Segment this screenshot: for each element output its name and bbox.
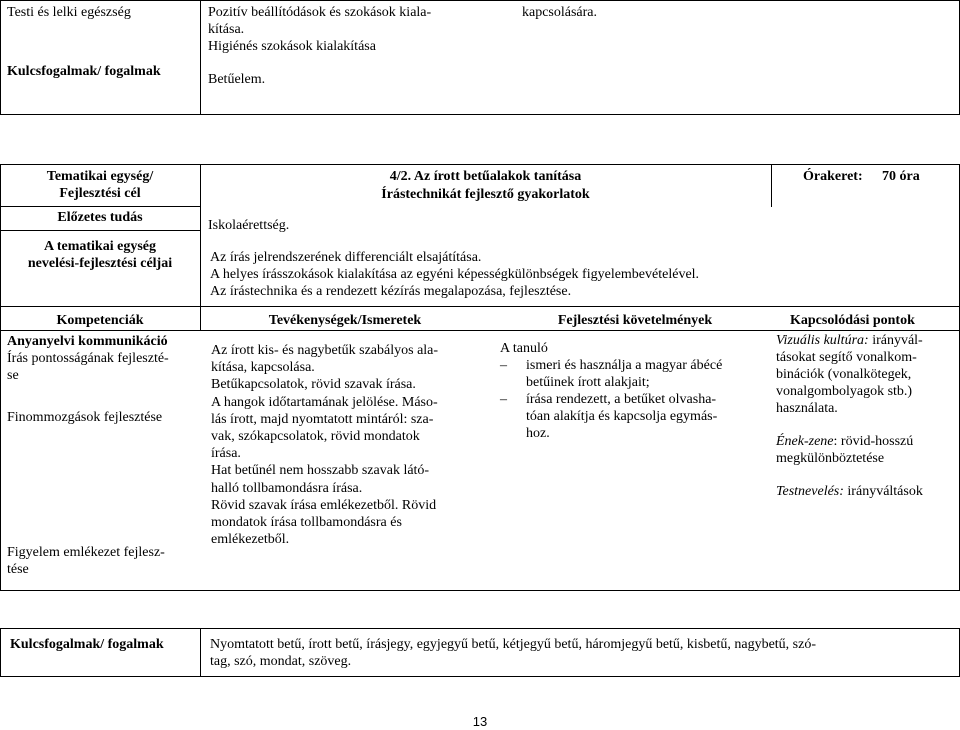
unit-title: 4/2. Az írott betűalakok tanítása	[389, 169, 582, 184]
key-concepts-label-top: Kulcsfogalmak/ fogalmak	[7, 64, 161, 79]
requirement-item: – ismeri és használja a magyar ábécé betűinek írott alakjait;	[500, 357, 722, 391]
header-requirements: Fejlesztési követelmények	[557, 313, 713, 328]
competency-title: Anyanyelvi kommunikáció	[7, 334, 168, 349]
hours-label: Órakeret:	[803, 169, 863, 184]
prereq-label: Előzetes tudás	[57, 210, 143, 225]
link-pe: Testnevelés: irányváltások	[776, 484, 923, 499]
unit-subtitle: Írástechnikát fejlesztő gyakorlatok	[381, 187, 590, 202]
competency-attention-memory: Figyelem emlékezet fejlesz- tése	[7, 545, 165, 577]
key-concepts-value: Nyomtatott betű, írott betű, írásjegy, egyjegyű betű, kétjegyű betű, háromjegyű betű, kisbetű, nagybetű, szó- tag, szó, mondat, szöveg.	[210, 637, 817, 669]
header-links: Kapcsolódási pontok	[790, 313, 915, 328]
health-topic: Testi és lelki egészség	[7, 5, 131, 20]
prereq-value: Iskolaérettség.	[208, 218, 290, 233]
unit-label: Tematikai egység/ Fejlesztési cél	[46, 169, 154, 201]
connection-text: kapcsolására.	[522, 5, 598, 20]
requirements-intro: A tanuló	[500, 341, 548, 356]
competency-fine-motor: Finommozgások fejlesztése	[7, 410, 163, 425]
key-concepts-value-top: Betűelem.	[208, 72, 266, 87]
link-music: Ének-zene: rövid-hosszú megkülönböztetése	[776, 434, 914, 466]
header-activities: Tevékenységek/Ismeretek	[268, 313, 422, 328]
competency-writing-accuracy: Írás pontosságának fejleszté- se	[7, 351, 169, 383]
hours-value: 70 óra	[882, 169, 920, 184]
header-competencies: Kompetenciák	[56, 313, 144, 328]
goals-label: A tematikai egység nevelési-fejlesztési céljai	[27, 239, 173, 271]
competencies-cell	[7, 333, 197, 384]
key-concepts-label: Kulcsfogalmak/ fogalmak	[10, 637, 164, 652]
activities-cell: Az írott kis- és nagybetűk szabályos ala- kítása, kapcsolása. Betűkapcsolatok, rövid szavak írása. A hangok időtartamának jelölése. Máso- lás írott, majd nyomtatott mintáról: sza- vak, szókapcsolatok, rövid mondatok írása. Hat betűnél nem hosszabb szavak látó- halló tollbamondásra írása. Rövid szavak írása emlékezetből. Rövid mondatok írása tollbamondásra és emlékezetből.	[211, 343, 439, 548]
health-habits: Pozitív beállítódások és szokások kiala- kítása. Higiénés szokások kialakítása	[208, 5, 432, 54]
requirements-cell	[500, 340, 722, 442]
links-cell	[776, 332, 923, 500]
goals-list: Az írás jelrendszerének differenciált elsajátítása. A helyes írásszokások kialakítása az egyéni képességkülönbségek figyelembevételével. Az írástechnika és a rendezett kézírás megalapozása, fejlesztése.	[210, 250, 700, 299]
page-number: 13	[472, 714, 488, 729]
requirement-item: – írása rendezett, a betűket olvasha- tóan alakítja és kapcsolja egymás- hoz.	[500, 391, 722, 442]
link-visual: Vizuális kultúra: irányvál- tásokat segítő vonalkom- binációk (vonalkötegek, vonalgombolyagok stb.) használata.	[776, 333, 923, 416]
